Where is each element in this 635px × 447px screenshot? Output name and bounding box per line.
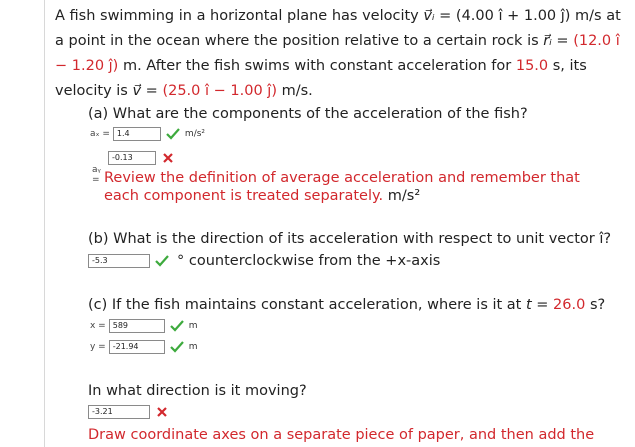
- ax-label: aₓ =: [90, 129, 110, 139]
- time-symbol: t: [525, 297, 532, 313]
- feedback-text: Review the definition of average acceleration and remember that each component is treated separately.: [104, 170, 580, 204]
- moving-direction-input[interactable]: -3.21: [88, 405, 150, 419]
- y-label: y =: [90, 342, 106, 352]
- direction-answer-row: [88, 405, 168, 419]
- initial-position-value: (12.0 î − 1.20 ĵ): [55, 33, 620, 74]
- ax-row: [90, 127, 205, 141]
- part-b-question: (b) What is the direction of its acceleration with respect to unit vector î?: [88, 231, 612, 247]
- y-unit: m: [188, 342, 198, 352]
- problem-text: m. After the fish swims with constant acceleration for: [118, 58, 516, 74]
- x-position-input[interactable]: 589: [109, 319, 165, 333]
- check-icon: [155, 255, 169, 267]
- check-icon: [170, 320, 184, 332]
- ax-input[interactable]: 1.4: [113, 127, 161, 141]
- part-b-answer-row: [88, 253, 440, 269]
- feedback-unit: m/s²: [387, 188, 421, 204]
- final-velocity-symbol: v⃗: [132, 83, 142, 99]
- question-text: =: [531, 297, 554, 313]
- x-unit: m: [188, 321, 198, 331]
- question-text: s?: [585, 297, 606, 313]
- ax-unit: m/s²: [184, 129, 206, 139]
- cross-icon: [156, 406, 168, 418]
- direction-angle-input[interactable]: -5.3: [88, 254, 150, 268]
- x-row: [90, 319, 198, 333]
- problem-text: = (4.00 î + 1.00 ĵ) m/s at a point in the ocean where the position relative to a certain rock is: [55, 8, 621, 49]
- part-c-question: [88, 296, 605, 314]
- time-value: 15.0: [515, 58, 549, 74]
- direction-unit-text: ° counterclockwise from the +x-axis: [177, 253, 441, 269]
- check-icon: [166, 128, 180, 140]
- problem-text: =: [551, 33, 574, 49]
- ay-input[interactable]: -0.13: [108, 151, 156, 165]
- y-position-input[interactable]: -21.94: [109, 340, 165, 354]
- direction-hint: Draw coordinate axes on a separate piece of paper, and then add the: [88, 427, 595, 443]
- problem-text: =: [141, 83, 163, 99]
- problem-statement: [55, 4, 625, 104]
- cross-icon: [162, 152, 174, 164]
- ay-input-row: [108, 151, 174, 165]
- initial-position-symbol: r⃗ᵢ: [543, 33, 552, 49]
- final-velocity-value: (25.0 î − 1.00 ĵ): [162, 83, 277, 99]
- time-value: 26.0: [553, 297, 586, 313]
- problem-text: m/s.: [276, 83, 313, 99]
- part-a-question: (a) What are the components of the acceleration of the fish?: [88, 106, 528, 122]
- direction-question: In what direction is it moving?: [88, 383, 307, 399]
- problem-text: s, its velocity is: [55, 58, 587, 99]
- ay-equals: =: [92, 175, 100, 185]
- x-label: x =: [90, 321, 106, 331]
- initial-velocity-symbol: v⃗ᵢ: [423, 8, 435, 24]
- question-text: (c) If the fish maintains constant acceleration, where is it at: [88, 297, 526, 313]
- ay-label: aᵧ: [92, 165, 101, 175]
- part-a-feedback: [104, 169, 614, 205]
- y-row: [90, 340, 198, 354]
- problem-text: A fish swimming in a horizontal plane has velocity: [55, 8, 424, 24]
- check-icon: [170, 341, 184, 353]
